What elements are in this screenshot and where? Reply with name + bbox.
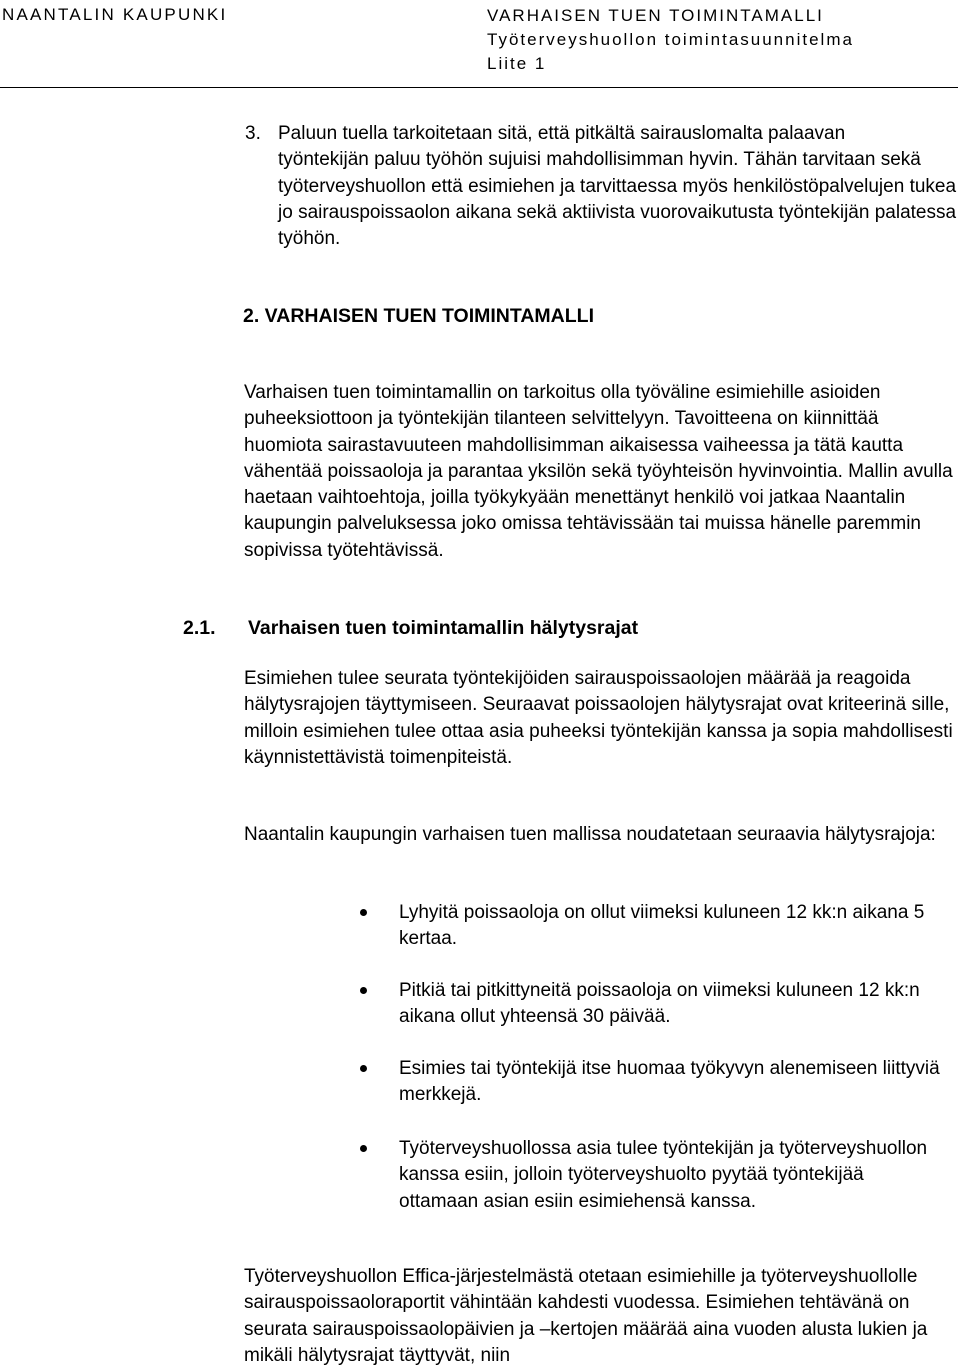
list-item-text: Työterveyshuollossa asia tulee työntekijän ja työterveyshuollon kanssa esiin, jolloin työterveyshuolto pyytää työntekijää ottamaan asian esiin esimiehensä kanssa. <box>399 1138 928 1212</box>
list-item-text: Lyhyitä poissaoloja on ollut viimeksi kuluneen 12 kk:n aikana 5 kertaa. <box>399 902 925 950</box>
municipality-name: NAANTALIN KAUPUNKI <box>2 5 228 24</box>
subsection-number: 2.1. <box>183 617 216 639</box>
section-intro-paragraph: Varhaisen tuen toimintamallin on tarkoitus olla työväline esimiehille asioiden puheeksiottoon ja työntekijän tilanteen selvittelyyn. Tavoitteena on kiinnittää huomiota sairastavuuteen mahdollisimman aikaisessa vaiheessa ja tätä kautta vähentää poissaoloja ja parantaa yksilön sekä työyhteisön hyvinvointia. Mallin avulla haetaan vaihtoehtoja, joilla työkykyään menettänyt henkilö voi jatkaa Naantalin kaupungin palveluksessa joko omissa tehtävissään tai muissa hänelle paremmin sopivissa työtehtävissä. <box>244 382 953 561</box>
header-divider <box>0 87 958 88</box>
bullet-icon <box>360 987 367 994</box>
body-paragraph: Työterveyshuollon Effica-järjestelmästä otetaan esimiehille ja työterveyshuollolle sairauspoissaoloraportit vähintään kahdesti vuodessa. Esimiehen tehtävänä on seurata sairauspoissaolopäivien ja –kertojen määrää aina vuoden alusta lukien ja mikäli hälytysrajat täyttyvät, niin <box>244 1266 928 1366</box>
list-item-3-first-line: Paluun tuella tarkoitetaan sitä, että pitkältä sairauslomalta palaavan <box>278 123 846 144</box>
list-item-3-text <box>278 121 958 252</box>
list-item-text: Esimies tai työntekijä itse huomaa työkyvyn alenemiseen liittyviä merkkejä. <box>399 1058 940 1106</box>
bullet-icon <box>360 1145 367 1152</box>
section-heading: 2. VARHAISEN TUEN TOIMINTAMALLI <box>243 305 594 327</box>
document-header <box>487 4 854 76</box>
body-paragraph: Esimiehen tulee seurata työntekijöiden sairauspoissaolojen määrää ja reagoida hälytysrajojen täyttymiseen. Seuraavat poissaolojen hälytysrajat ovat kriteerinä sille, milloin esimiehen tulee ottaa asia puheeksi työntekijän kanssa ja sopia mahdollisesti käynnistettävistä toimenpiteistä. <box>244 668 953 768</box>
attachment-label: Liite 1 <box>487 54 547 73</box>
bullet-icon <box>360 909 367 916</box>
subsection-heading: Varhaisen tuen toimintamallin hälytysrajat <box>248 617 639 639</box>
document-title: VARHAISEN TUEN TOIMINTAMALLI <box>487 6 824 25</box>
list-item-3-continuation: työntekijän paluu työhön sujuisi mahdollisimman hyvin. Tähän tarvitaan sekä työterveyshuollon että esimiehen ja tarvittaessa myös henkilöstöpalvelujen tukea jo sairauspoissaolon aikana sekä aktiivista vuorovaikutusta työntekijän palatessa työhön. <box>278 149 957 250</box>
bullet-icon <box>360 1065 367 1072</box>
document-subtitle: Työterveyshuollon toimintasuunnitelma <box>487 30 854 49</box>
list-item-number: 3. <box>245 123 261 144</box>
body-paragraph: Naantalin kaupungin varhaisen tuen mallissa noudatetaan seuraavia hälytysrajoja: <box>244 824 936 845</box>
list-item-text: Pitkiä tai pitkittyneitä poissaoloja on viimeksi kuluneen 12 kk:n aikana ollut yhteensä 30 päivää. <box>399 980 920 1028</box>
